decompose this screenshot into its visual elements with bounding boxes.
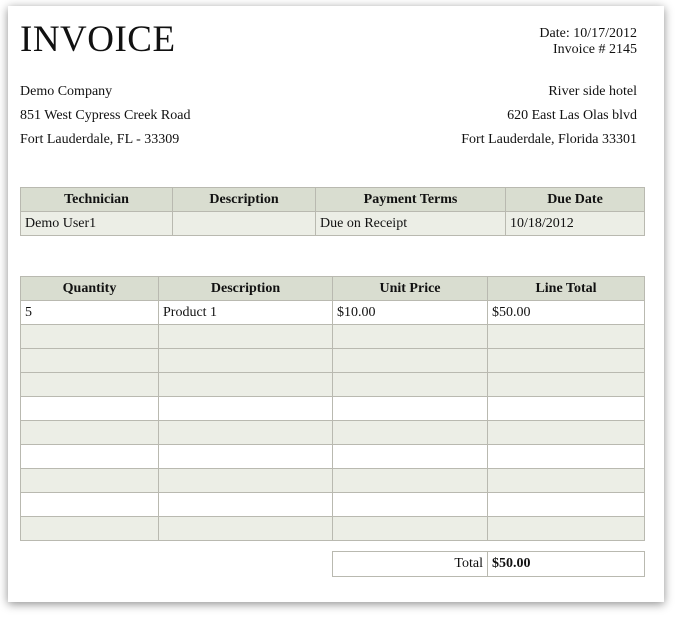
quantity-cell [21, 469, 159, 493]
invoice-meta [539, 26, 637, 58]
unit-price-cell [333, 493, 488, 517]
item-description-cell [159, 445, 333, 469]
total-value: $50.00 [488, 552, 645, 577]
quantity-cell [21, 517, 159, 541]
quantity-cell [21, 493, 159, 517]
table-row [21, 445, 645, 469]
payment-terms-cell: Due on Receipt [316, 212, 506, 236]
header-description: Description [173, 188, 316, 212]
line-total-cell [488, 397, 645, 421]
table-row [21, 301, 645, 325]
item-description-cell: Product 1 [159, 301, 333, 325]
line-total-cell [488, 349, 645, 373]
table-row [21, 325, 645, 349]
recipient-city: Fort Lauderdale, Florida 33301 [461, 132, 637, 147]
unit-price-cell [333, 397, 488, 421]
table-row [21, 493, 645, 517]
line-total-cell [488, 373, 645, 397]
totals-table [332, 551, 645, 577]
unit-price-cell: $10.00 [333, 301, 488, 325]
quantity-cell [21, 421, 159, 445]
item-description-cell [159, 517, 333, 541]
invoice-title: INVOICE [20, 19, 176, 60]
sender-name: Demo Company [20, 84, 113, 99]
description-cell [173, 212, 316, 236]
unit-price-cell [333, 445, 488, 469]
sender-street: 851 West Cypress Creek Road [20, 108, 191, 123]
technician-cell: Demo User1 [21, 212, 173, 236]
job-info-row [21, 212, 645, 236]
unit-price-cell [333, 373, 488, 397]
line-total-cell [488, 517, 645, 541]
invoice-date: Date: 10/17/2012 [539, 26, 637, 41]
unit-price-cell [333, 517, 488, 541]
quantity-cell: 5 [21, 301, 159, 325]
quantity-cell [21, 397, 159, 421]
line-items-table [20, 276, 645, 541]
unit-price-cell [333, 469, 488, 493]
line-total-cell [488, 445, 645, 469]
unit-price-cell [333, 349, 488, 373]
sender-address [20, 80, 190, 152]
header-quantity: Quantity [21, 277, 159, 301]
sender-city: Fort Lauderdale, FL - 33309 [20, 132, 180, 147]
quantity-cell [21, 349, 159, 373]
header-payment-terms: Payment Terms [316, 188, 506, 212]
item-description-cell [159, 349, 333, 373]
header-technician: Technician [21, 188, 173, 212]
total-label: Total [333, 552, 488, 577]
item-description-cell [159, 493, 333, 517]
total-row [333, 552, 645, 577]
table-row [21, 397, 645, 421]
line-total-cell [488, 493, 645, 517]
unit-price-cell [333, 325, 488, 349]
item-description-cell [159, 469, 333, 493]
item-description-cell [159, 421, 333, 445]
line-total-cell [488, 325, 645, 349]
invoice-number: Invoice # 2145 [553, 42, 637, 57]
line-total-cell [488, 469, 645, 493]
job-info-table [20, 187, 645, 236]
header-line-total: Line Total [488, 277, 645, 301]
line-total-cell [488, 421, 645, 445]
header-unit-price: Unit Price [333, 277, 488, 301]
header-due-date: Due Date [506, 188, 645, 212]
job-info-header-row [21, 188, 645, 212]
recipient-name: River side hotel [548, 84, 637, 99]
quantity-cell [21, 445, 159, 469]
invoice-sheet [8, 6, 664, 602]
recipient-address [461, 80, 637, 152]
table-row [21, 517, 645, 541]
line-total-cell: $50.00 [488, 301, 645, 325]
table-row [21, 421, 645, 445]
quantity-cell [21, 325, 159, 349]
table-row [21, 469, 645, 493]
recipient-street: 620 East Las Olas blvd [507, 108, 637, 123]
table-row [21, 373, 645, 397]
quantity-cell [21, 373, 159, 397]
unit-price-cell [333, 421, 488, 445]
header-item-description: Description [159, 277, 333, 301]
due-date-cell: 10/18/2012 [506, 212, 645, 236]
table-row [21, 349, 645, 373]
line-items-header-row [21, 277, 645, 301]
item-description-cell [159, 397, 333, 421]
item-description-cell [159, 373, 333, 397]
item-description-cell [159, 325, 333, 349]
